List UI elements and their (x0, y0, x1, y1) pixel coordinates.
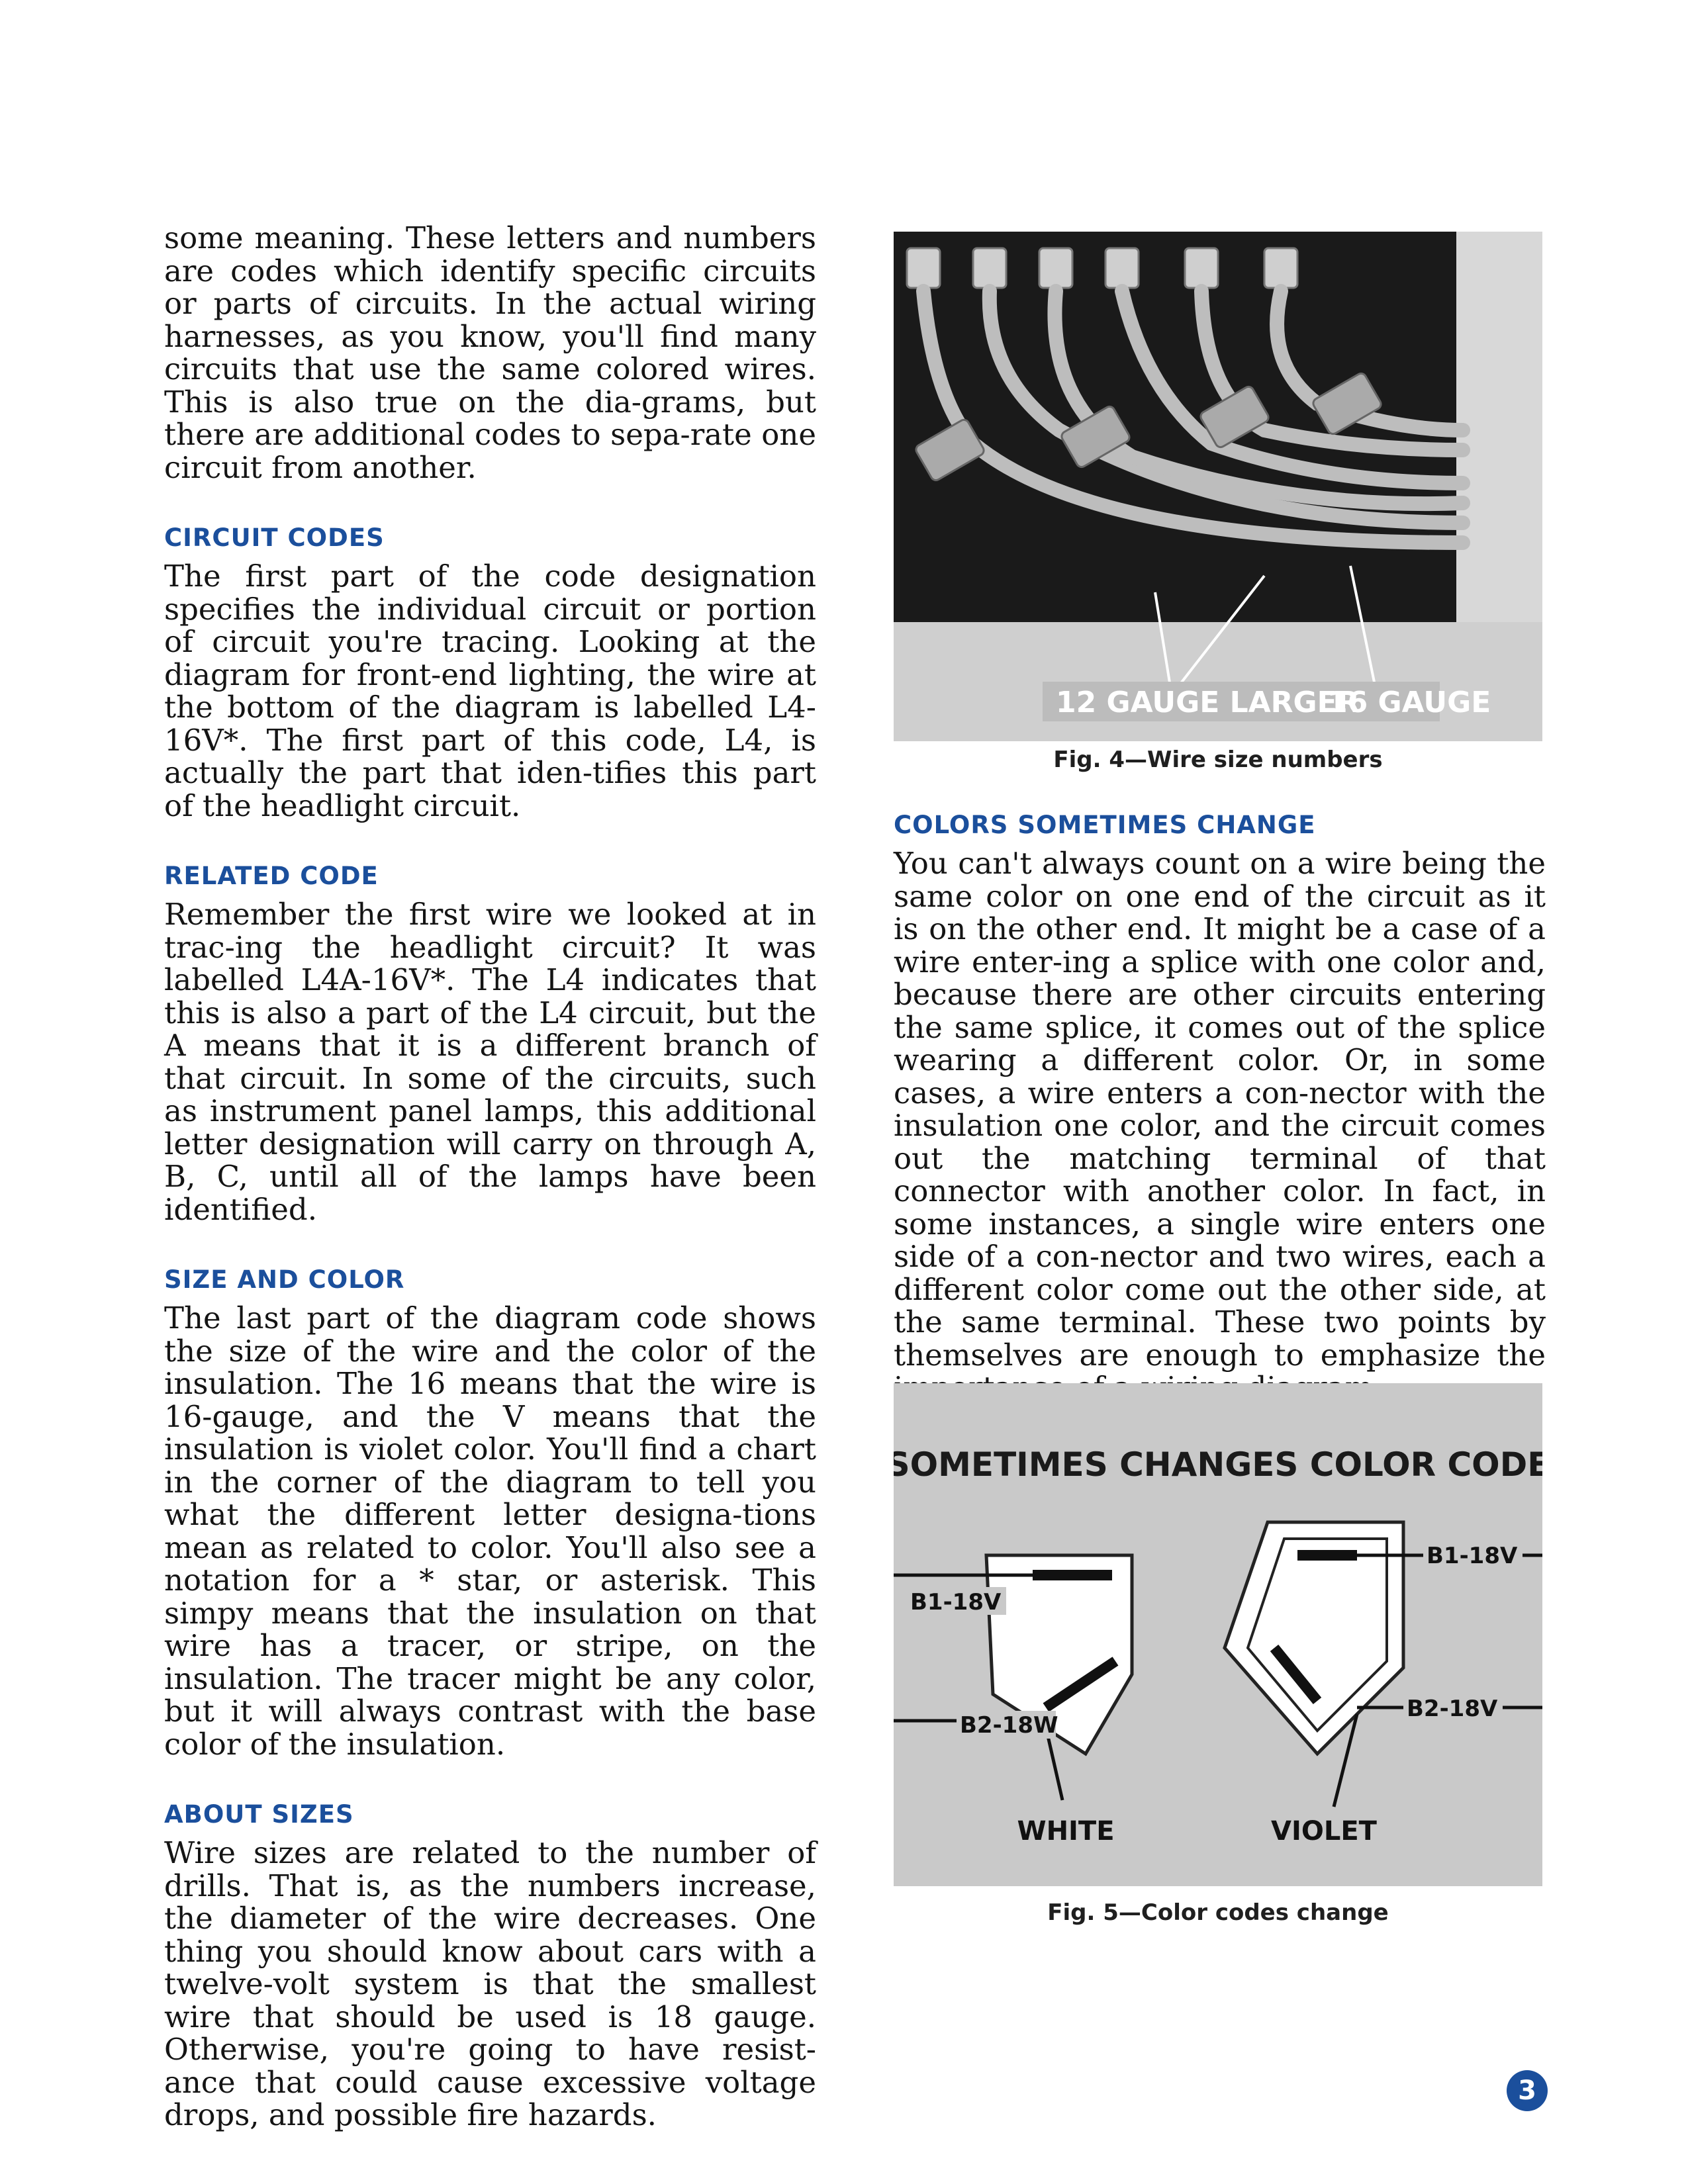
left-column (164, 222, 816, 2132)
heading-circuit-codes: CIRCUIT CODES (164, 523, 385, 552)
fig4-label-16-gauge: 16 GAUGE (1327, 686, 1491, 719)
paragraph-size-and-color: The last part of the diagram code shows the size of the wire and the color of the insulation. The 16 means that the wire is 16-gauge, and the V means that the insulation is violet color. You'll find a chart in the corner of the diagram to tell you what the different letter designa-tions mean as related to color. You'll also see a notation for a * star, or asterisk. This simpy means that the insulation on that wire has a tracer, or stripe, on the insulation. The tracer might be any color, but it will always contrast with the base color of the insulation. (164, 1300, 816, 1762)
heading-related-code: RELATED CODE (164, 862, 379, 890)
fig5-label-b1-right: B1-18V (1427, 1543, 1518, 1569)
heading-size-and-color: SIZE AND COLOR (164, 1265, 405, 1294)
fig5-label-violet: VIOLET (1271, 1816, 1377, 1846)
fig4-illustration (894, 232, 1542, 741)
paragraph-colors-sometimes-change: You can't always count on a wire being the same color on one end of the circuit as it is on the other end. It might be a case of a wire enter-ing a splice with one color and, because there are other circuits entering the same splice, it comes out of the splice wearing a different color. Or, in some cases, a wire enters a con-nector with the insulation one color, and the circuit comes out the matching terminal of that connector with another color. In fact, in some instances, a single wire enters one side of a con-nector and two wires, each a different color come out the other side, at the same terminal. These two points by themselves are enough to emphasize the (894, 846, 1546, 1373)
fig4-caption: Fig. 4—Wire size numbers (1053, 747, 1383, 773)
intro-paragraph: some meaning. These letters and numbers are codes which identify specific circuits or parts of circuits. In the actual wiring harnesses, as you know, you'll find many circuits that use the same colored wires. This is also true on the dia-grams, but there are additional codes to sepa-rate one circuit from another. (164, 220, 816, 485)
fig5-label-b2-left: B2-18W (960, 1712, 1058, 1739)
right-column (894, 811, 1546, 1404)
fig4-wire-photo (894, 232, 1542, 741)
fig5-title: SOMETIMES CHANGES COLOR CODE (894, 1445, 1542, 1484)
heading-about-sizes: ABOUT SIZES (164, 1800, 354, 1829)
heading-colors-sometimes-change: COLORS SOMETIMES CHANGE (894, 811, 1316, 839)
fig5-label-b2-right: B2-18V (1407, 1696, 1498, 1722)
paragraph-about-sizes: Wire sizes are related to the number of drills. That is, as the numbers increase, the diameter of the wire decreases. One thing you should know about cars with a twelve-volt system is that the smallest wire that should be used is 18 gauge. Otherwise, you're going to have resist-ance that could cause excessive voltage drops, and possible fire hazards. (164, 1835, 816, 2132)
fig5-color-code-diagram (894, 1383, 1542, 1886)
fig5-caption: Fig. 5—Color codes change (1047, 1899, 1389, 1926)
paragraph-circuit-codes: The first part of the code designation specifies the individual circuit or portion of circuit you're tracing. Looking at the diagram for front-end lighting, the wire at the bottom of the diagram is labelled L4-16V*. The first part of this code, L4, is actually the part that iden-tifies this part of the headlight circuit. (164, 559, 816, 823)
fig4-label-12-gauge: 12 GAUGE LARGER (1056, 686, 1360, 719)
fig5-label-white: WHITE (1017, 1816, 1115, 1846)
fig5-label-b1-left: B1-18V (910, 1589, 1002, 1615)
fig5-illustration (894, 1383, 1542, 1886)
paragraph-related-code: Remember the first wire we looked at in trac-ing the headlight circuit? It was labelled L4A-16V*. The L4 indicates that this is also a part of the L4 circuit, but the A means that it is a different branch of that circuit. In some of the circuits, such as instrument panel lamps, this additional letter designation will carry on through A, B, C, until all of the lamps have been identified. (164, 897, 816, 1227)
page-number: 3 (1507, 2070, 1548, 2111)
